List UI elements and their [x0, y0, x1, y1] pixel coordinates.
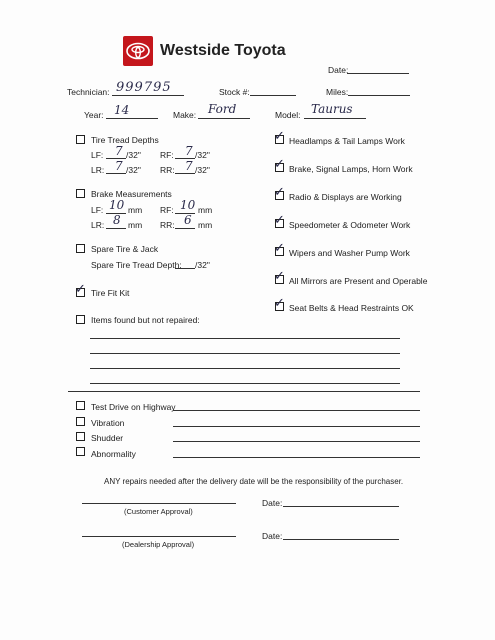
brake-lr-label: LR:: [91, 220, 105, 230]
model-field[interactable]: [304, 118, 366, 119]
tread-rf-value: 7: [185, 144, 193, 158]
vibration-label: Vibration: [91, 418, 125, 428]
headlamps-checkbox[interactable]: [274, 129, 285, 144]
tire-tread-checkbox[interactable]: [76, 135, 85, 144]
brake-lf-label: LF:: [91, 205, 104, 215]
wipers-checkbox[interactable]: [274, 241, 285, 256]
miles-field[interactable]: [348, 95, 410, 96]
dealership-date-field[interactable]: [283, 539, 399, 540]
tire-tread-label: Tire Tread Depths: [91, 135, 159, 145]
dealer-name: Westside Toyota: [160, 42, 286, 59]
brake-measurements-label: Brake Measurements: [91, 189, 172, 199]
spare-depth-unit: /32": [195, 260, 210, 270]
toyota-emblem-icon: [123, 36, 153, 66]
brake-rr-label: RR:: [160, 220, 175, 230]
tread-rr-unit: /32": [195, 165, 210, 175]
brake-rf-label: RF:: [160, 205, 174, 215]
check-mark-icon: ✓: [75, 282, 86, 297]
seat-belts-checkbox[interactable]: [274, 296, 285, 311]
radio-label: Radio & Displays are Working: [289, 192, 402, 202]
check-mark-icon: ✓: [274, 213, 285, 228]
date-field[interactable]: [347, 73, 409, 74]
brake-rr-value: 6: [184, 213, 192, 227]
date-label: Date:: [328, 65, 349, 75]
mirrors-checkbox[interactable]: [274, 269, 285, 284]
model-value: Taurus: [311, 102, 353, 116]
shudder-label: Shudder: [91, 433, 124, 443]
brake-lr-unit: mm: [128, 220, 143, 230]
stock-label: Stock #:: [219, 87, 250, 97]
tread-rf-label: RF:: [160, 150, 174, 160]
customer-signature-line[interactable]: [82, 503, 236, 504]
brake-measurements-checkbox[interactable]: [76, 189, 85, 198]
speedometer-label: Speedometer & Odometer Work: [289, 220, 411, 230]
stock-field[interactable]: [250, 95, 296, 96]
not-repaired-line-1[interactable]: [90, 338, 400, 339]
dealership-signature-line[interactable]: [82, 536, 236, 537]
check-mark-icon: ✓: [274, 296, 285, 311]
tread-lr-field[interactable]: [106, 173, 126, 174]
brake-rf-value: 10: [180, 198, 196, 212]
year-value: 14: [114, 103, 130, 117]
tire-fit-checkbox[interactable]: [75, 282, 86, 297]
tire-fit-label: Tire Fit Kit: [91, 288, 130, 298]
technician-field[interactable]: [112, 95, 184, 96]
test-drive-checkbox[interactable]: [76, 401, 85, 410]
year-field[interactable]: [106, 118, 158, 119]
wipers-label: Wipers and Washer Pump Work: [289, 248, 410, 258]
customer-date-field[interactable]: [283, 506, 399, 507]
spare-depth-label: Spare Tire Tread Depth:: [91, 260, 182, 270]
miles-label: Miles:: [326, 87, 349, 97]
technician-value: 999795: [116, 80, 172, 95]
brake-lf-unit: mm: [128, 205, 143, 215]
tread-rr-field[interactable]: [175, 173, 195, 174]
not-repaired-label: Items found but not repaired:: [91, 315, 200, 325]
disclaimer-text: ANY repairs needed after the delivery date will be the responsibility of the purchaser.: [104, 477, 404, 486]
spare-tire-label: Spare Tire & Jack: [91, 244, 159, 254]
make-label: Make:: [173, 110, 197, 120]
test-drive-label: Test Drive on Highway: [91, 402, 176, 412]
tread-lf-label: LF:: [91, 150, 104, 160]
abnormality-field[interactable]: [173, 457, 420, 458]
spare-depth-field[interactable]: [175, 268, 195, 269]
spare-tire-checkbox[interactable]: [76, 244, 85, 253]
not-repaired-line-2[interactable]: [90, 353, 400, 354]
shudder-checkbox[interactable]: [76, 432, 85, 441]
brake-lr-value: 8: [113, 213, 121, 227]
check-mark-icon: ✓: [274, 269, 285, 284]
dealership-approval-label: (Dealership Approval): [122, 540, 195, 549]
check-mark-icon: ✓: [274, 157, 285, 172]
test-drive-field[interactable]: [173, 410, 420, 411]
tread-lr-value: 7: [115, 159, 123, 173]
check-mark-icon: ✓: [274, 129, 285, 144]
tread-lr-unit: /32": [126, 165, 141, 175]
vibration-checkbox[interactable]: [76, 417, 85, 426]
tread-rr-value: 7: [185, 159, 193, 173]
abnormality-checkbox[interactable]: [76, 447, 85, 456]
brake-lf-value: 10: [109, 198, 125, 212]
mirrors-label: All Mirrors are Present and Operable: [289, 276, 428, 286]
tread-lr-label: LR:: [91, 165, 105, 175]
section-divider: [68, 391, 420, 392]
tread-rf-unit: /32": [195, 150, 210, 160]
vibration-field[interactable]: [173, 426, 420, 427]
toyota-logo: [123, 36, 153, 66]
shudder-field[interactable]: [173, 441, 420, 442]
make-field[interactable]: [198, 118, 250, 119]
brake-lr-field[interactable]: [106, 228, 126, 229]
dealership-date-label: Date:: [262, 531, 283, 541]
check-mark-icon: ✓: [274, 241, 285, 256]
brake-signal-checkbox[interactable]: [274, 157, 285, 172]
brake-rr-field[interactable]: [175, 228, 195, 229]
radio-checkbox[interactable]: [274, 185, 285, 200]
brake-signal-label: Brake, Signal Lamps, Horn Work: [289, 164, 413, 174]
customer-approval-label: (Customer Approval): [124, 507, 193, 516]
tread-lf-value: 7: [115, 144, 123, 158]
tread-rr-label: RR:: [160, 165, 175, 175]
check-mark-icon: ✓: [274, 185, 285, 200]
brake-rf-unit: mm: [198, 205, 213, 215]
speedometer-checkbox[interactable]: [274, 213, 285, 228]
tread-lf-unit: /32": [126, 150, 141, 160]
headlamps-label: Headlamps & Tail Lamps Work: [289, 136, 405, 146]
model-label: Model:: [275, 110, 301, 120]
not-repaired-line-4[interactable]: [90, 383, 400, 384]
technician-label: Technician:: [67, 87, 110, 97]
year-label: Year:: [84, 110, 104, 120]
not-repaired-line-3[interactable]: [90, 368, 400, 369]
abnormality-label: Abnormality: [91, 449, 136, 459]
make-value: Ford: [208, 102, 237, 116]
customer-date-label: Date:: [262, 498, 283, 508]
brake-rr-unit: mm: [198, 220, 213, 230]
not-repaired-checkbox[interactable]: [76, 315, 85, 324]
seat-belts-label: Seat Belts & Head Restraints OK: [289, 303, 414, 313]
